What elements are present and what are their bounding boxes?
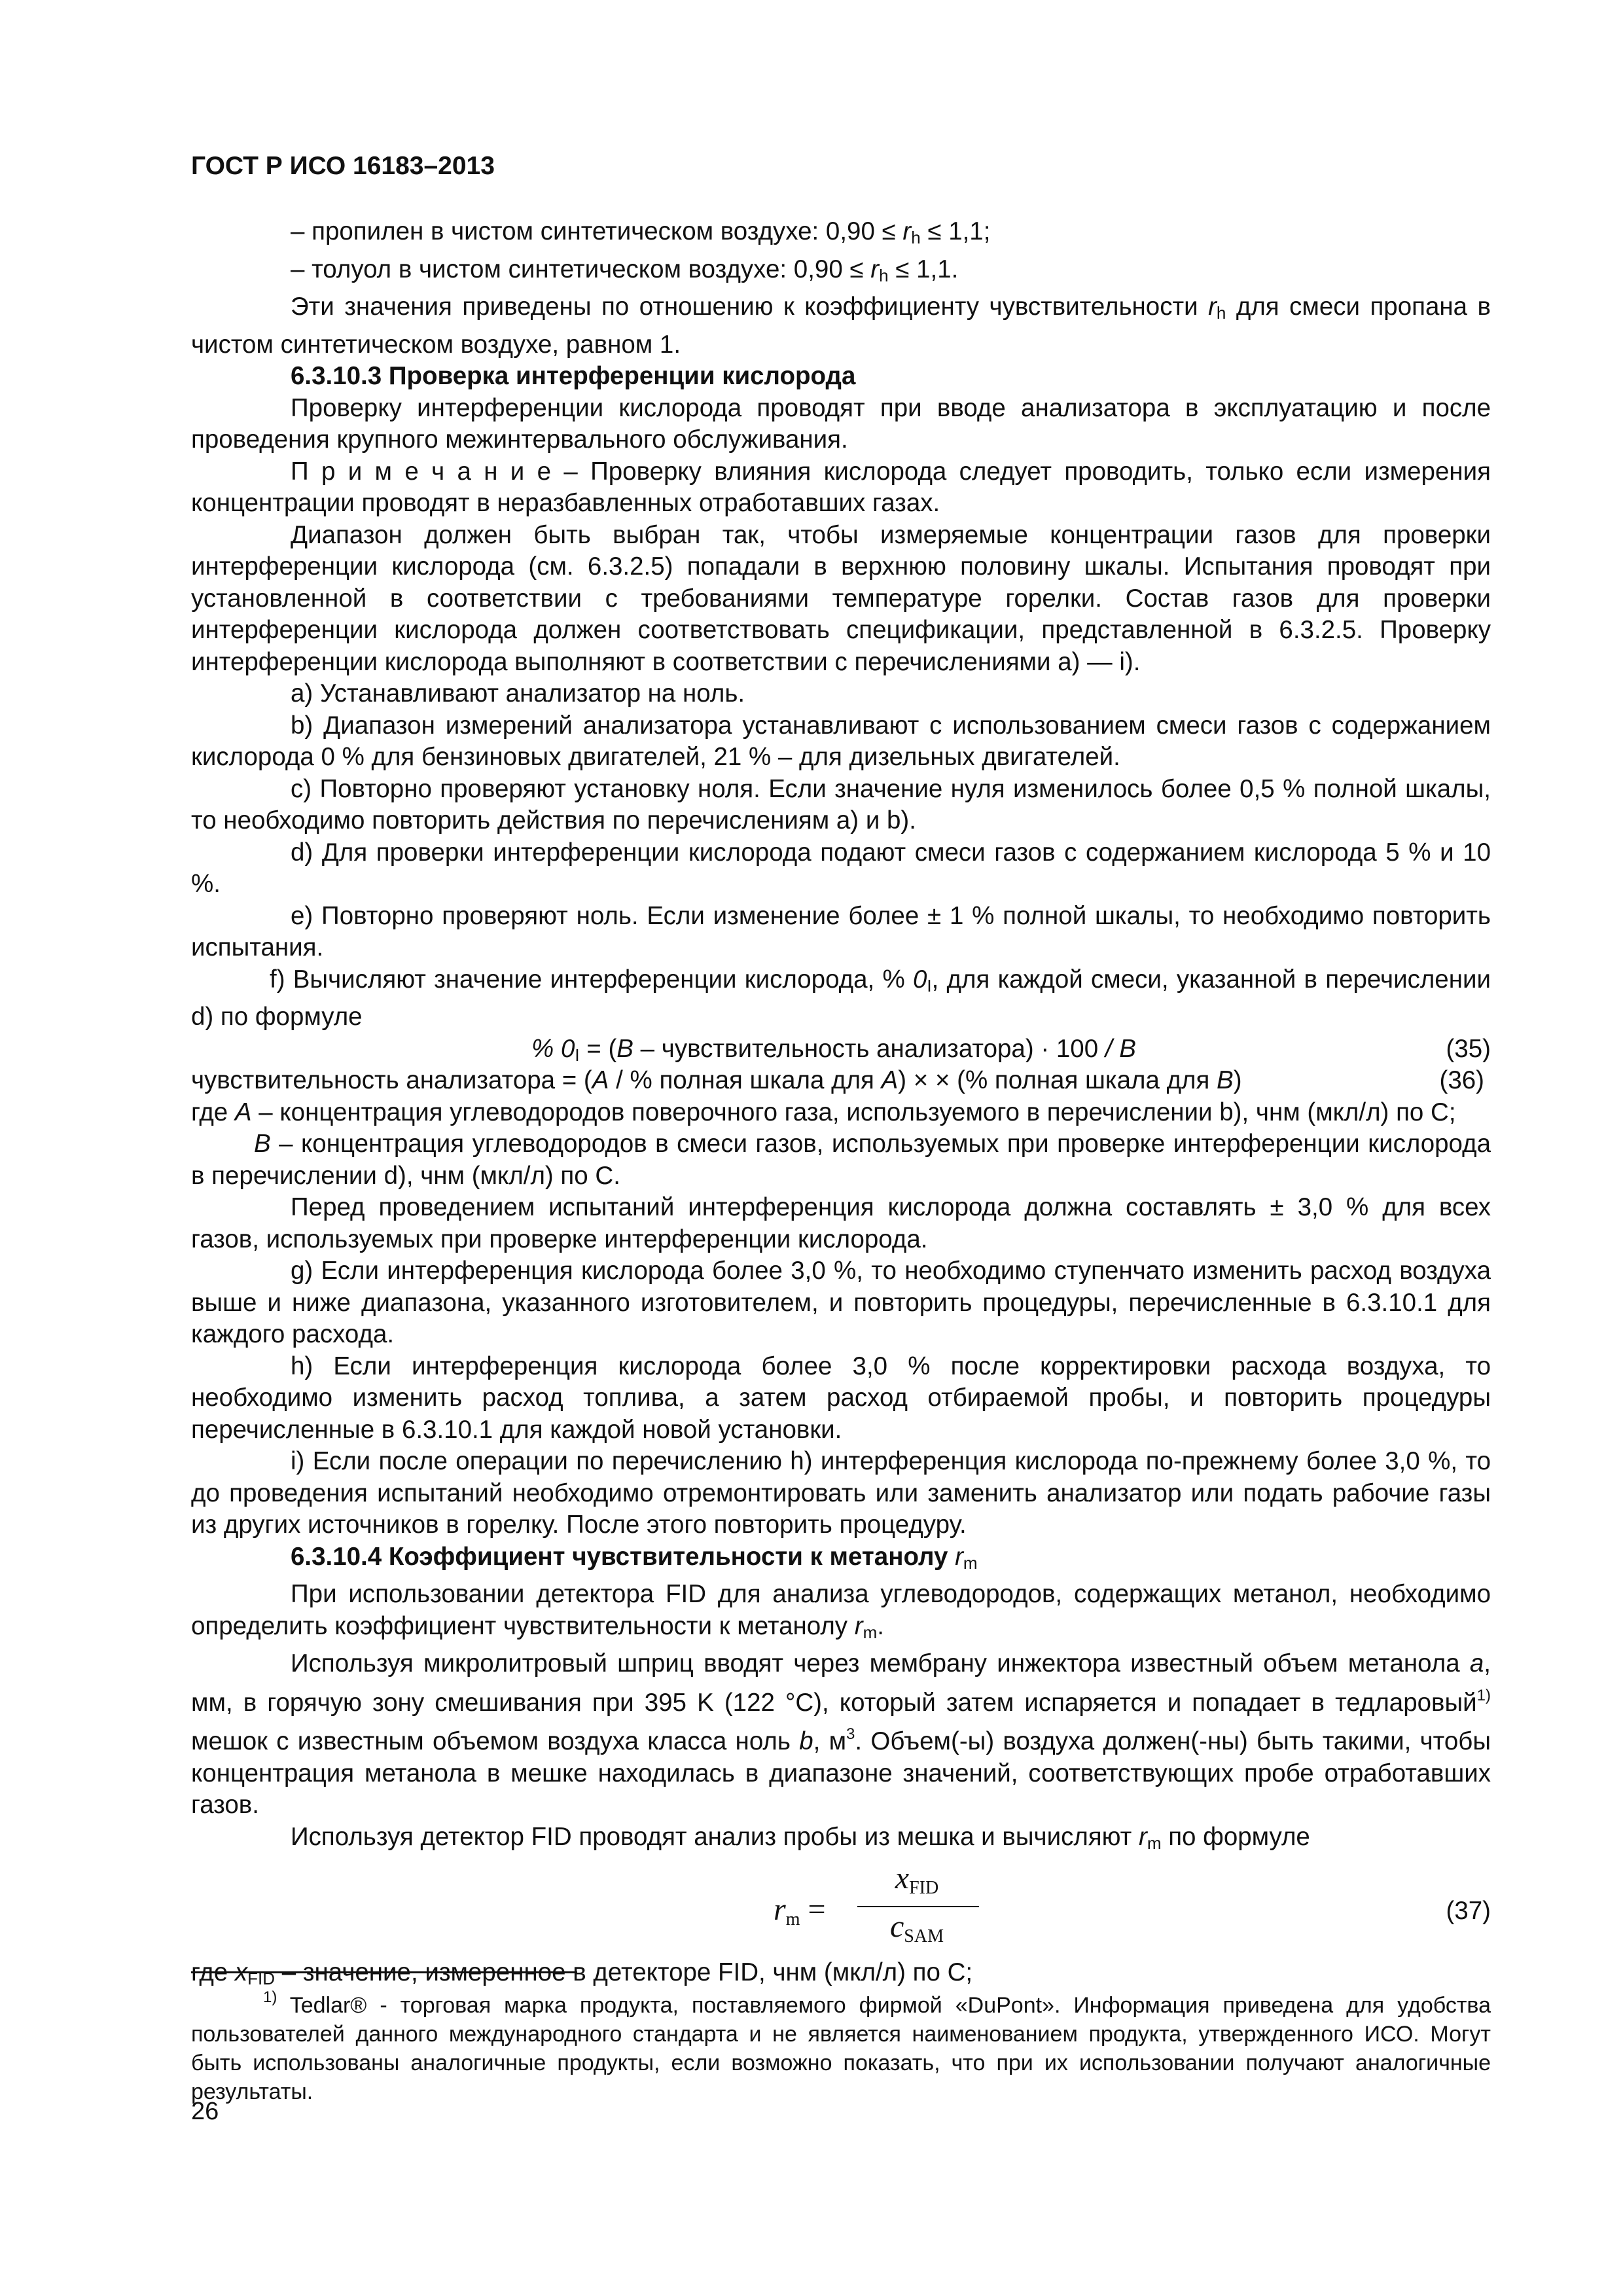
subscript-m: m: [863, 1622, 878, 1642]
text-run: для смеси пропана в чистом синтетическом воздухе, равном 1.: [191, 293, 1491, 359]
subscript-h: h: [879, 265, 889, 285]
symbol-r: r: [870, 255, 880, 283]
text-run: – пропилен в чистом синтетическом воздухе: 0,90 ≤: [291, 217, 903, 245]
note-label: П р и м е ч а н и е: [291, 457, 552, 486]
symbol-r: r: [902, 217, 912, 245]
text-run: – чувствительность анализатора) · 100: [633, 1034, 1105, 1063]
text-run: , для каждой смеси, указанной в перечислении d) по формуле: [191, 965, 1491, 1031]
subscript-sam: SAM: [904, 1926, 944, 1946]
text-run: где: [191, 1098, 235, 1126]
symbol-a: a: [1469, 1649, 1484, 1677]
document-header: ГОСТ Р ИСО 16183–2013: [191, 152, 495, 180]
text-run: Tedlar® - торговая марка продукта, поставляемого фирмой «DuPont». Информация приведена для удобства пользователей данного международного стандарта и не является наименованием продукта, утвержденного ИСО. Могут быть использованы аналогичные продукты, если возможно показать, что при их использовании получают аналогичные результаты.: [191, 1993, 1491, 2104]
footnote: [191, 1983, 1491, 2106]
definition-b: [191, 1128, 1491, 1192]
symbol-x: x: [234, 1958, 248, 1986]
paragraph: [191, 1821, 1491, 1859]
text-run: по формуле: [1161, 1822, 1310, 1851]
list-item-i: i) Если после операции по перечислению h) интерференция кислорода по-прежнему более 3,0 %, то до проведения испытаний необходимо отремонтировать или заменить анализатор или подать рабочие газы из других источников в горелку. После этого повторить процедуру.: [191, 1447, 1491, 1539]
list-item-a: а) Устанавливают анализатор на ноль.: [291, 679, 745, 708]
symbol-b: b: [799, 1727, 813, 1755]
list-item-propylene: [191, 216, 1491, 254]
symbol-r: r: [955, 1542, 963, 1571]
text-run: Используя детектор FID проводят анализ пробы из мешка и вычисляют: [291, 1822, 1139, 1851]
text-run: – толуол в чистом синтетическом воздухе: 0,90 ≤: [291, 255, 871, 283]
symbol-c: c: [889, 1909, 904, 1944]
list-item-e: e) Повторно проверяют ноль. Если изменение более ± 1 % полной шкалы, то необходимо повторить испытания.: [191, 901, 1491, 961]
text-run: ≤ 1,1;: [920, 217, 991, 245]
symbol-r: r: [774, 1892, 786, 1927]
subscript-h: h: [1216, 303, 1226, 323]
equals-sign: =: [800, 1892, 826, 1927]
symbol-r: r: [854, 1611, 863, 1640]
text-run: = (: [579, 1034, 617, 1063]
text-run: ): [1233, 1066, 1242, 1094]
text-run: Используя микролитровый шприц вводят через мембрану инжектора известный объем метанола: [291, 1649, 1470, 1677]
list-item-h: h) Если интерференция кислорода более 3,0 % после корректировки расхода воздуха, то необходимо изменить расход топлива, а затем расход отбираемой пробы, и повторить процедуры перечисленные в 6.3.10.1 для каждой новой установки.: [191, 1352, 1491, 1444]
list-item-f: [191, 964, 1491, 1033]
text-run: ) × × (% полная шкала для: [898, 1066, 1217, 1094]
subscript-i: I: [575, 1045, 580, 1065]
fraction-numerator: [852, 1863, 982, 1905]
definition-a: [191, 1097, 1491, 1129]
list-item-c: c) Повторно проверяют установку ноля. Если значение нуля изменилось более 0,5 % полной шкалы, то необходимо повторить действия по перечислениям а) и b).: [191, 774, 1491, 834]
subscript-fid: FID: [909, 1878, 939, 1898]
subscript-m: m: [963, 1552, 978, 1573]
equation-36-body: [191, 1065, 1242, 1097]
text-run: . Объем(-ы) воздуха должен(-ны) быть такими, чтобы концентрация метанола в мешке находилась в диапазоне значений, соответствующих пробе отработавших газов.: [191, 1727, 1491, 1819]
equation-number-35: (35): [1446, 1034, 1491, 1063]
equation-37: [191, 1859, 1491, 1957]
equation-35: [191, 1033, 1491, 1066]
page-number: 26: [191, 2098, 219, 2125]
subscript-h: h: [911, 228, 921, 247]
symbol-a: A: [592, 1066, 609, 1094]
footnote-marker: 1): [263, 1988, 277, 2006]
text-run: , м: [813, 1727, 847, 1755]
text-run: – значение, измеренное в детекторе FID, чнм (мкл/л) по С;: [275, 1958, 973, 1986]
symbol-o: 0: [912, 965, 927, 994]
symbol-a: A: [234, 1098, 252, 1126]
document-body: [191, 216, 1491, 1995]
footnote-separator: [191, 1971, 577, 1973]
paragraph: [191, 1648, 1491, 1821]
equation-number-37: (37): [1446, 1897, 1491, 1925]
symbol-b: B: [1217, 1066, 1234, 1094]
text-run: , мм, в горячую зону смешивания при 395 K (122 °C), который затем испаряется и попадает в тедларовый: [191, 1649, 1491, 1717]
symbol-x: x: [895, 1861, 910, 1895]
section-heading-6-3-10-4: [191, 1541, 1491, 1579]
equation-37-lhs: [774, 1894, 826, 1936]
footnote-ref: 1): [1476, 1686, 1491, 1704]
paragraph: Проверку интерференции кислорода проводят при вводе анализатора в эксплуатацию и после проведения крупного межинтервального обслуживания.: [191, 393, 1491, 454]
subscript-i: I: [927, 975, 932, 996]
text-run: – концентрация углеводородов в смеси газов, используемых при проверке интерференции кислорода в перечислении d), чнм (мкл/л) по С.: [191, 1130, 1491, 1190]
fraction-bar: [857, 1906, 979, 1907]
list-item-d: d) Для проверки интерференции кислорода подают смеси газов с содержанием кислорода 5 % и 10 %.: [191, 838, 1491, 898]
symbol-a: A: [881, 1066, 899, 1094]
section-heading-6-3-10-3: 6.3.10.3 Проверка интерференции кислорода: [291, 362, 856, 390]
symbol-r: r: [1208, 293, 1217, 321]
text-run: мешок с известным объемом воздуха класса ноль: [191, 1727, 800, 1755]
list-item-toluene: [191, 254, 1491, 292]
text-run: где: [191, 1958, 235, 1986]
note-text: – Проверку влияния кислорода следует проводить, только если измерения концентрации проводят в неразбавленных отработавших газах.: [191, 457, 1491, 517]
subscript-fid: FID: [247, 1969, 276, 1988]
superscript-3: 3: [846, 1725, 855, 1743]
text-run: %: [531, 1034, 561, 1063]
fraction-denominator: [852, 1911, 982, 1953]
paragraph: [191, 1579, 1491, 1648]
text-run: – концентрация углеводородов поверочного газа, используемого в перечислении b), чнм (мкл/л) по С;: [251, 1098, 1456, 1126]
list-item-g: g) Если интерференция кислорода более 3,0 %, то необходимо ступенчато изменить расход воздуха выше и ниже диапазона, указанного изготовителем, и повторить процедуры, перечисленные в 6.3.10.1 для каждого расхода.: [191, 1257, 1491, 1348]
text-run: 6.3.10.4 Коэффициент чувствительности к метанолу: [291, 1542, 955, 1571]
subscript-m: m: [785, 1909, 800, 1929]
text-run: / % полная шкала для: [609, 1066, 882, 1094]
text-run: / B: [1105, 1034, 1136, 1063]
equation-number-36: (36): [1439, 1066, 1484, 1094]
footnote-text: [191, 1983, 1491, 2106]
text-run: .: [877, 1611, 884, 1640]
subscript-m: m: [1147, 1833, 1162, 1853]
list-item-b: b) Диапазон измерений анализатора устанавливают с использованием смеси газов с содержанием кислорода 0 % для бензиновых двигателей, 21 % – для дизельных двигателей.: [191, 711, 1491, 771]
symbol-o: 0: [560, 1034, 575, 1063]
text-run: При использовании детектора FID для анализа углеводородов, содержащих метанол, необходимо определить коэффициент чувствительности к метанолу: [191, 1580, 1491, 1640]
equation-36: [191, 1065, 1491, 1097]
text-run: f) Вычисляют значение интерференции кислорода, %: [270, 965, 913, 994]
text-run: ≤ 1,1.: [888, 255, 959, 283]
note-paragraph: [191, 456, 1491, 520]
symbol-b: B: [254, 1130, 271, 1158]
paragraph: Диапазон должен быть выбран так, чтобы измеряемые концентрации газов для проверки интерференции кислорода (см. 6.3.2.5) попадали в верхнюю половину шкалы. Испытания проводят при установленной в соответствии с требованиями температуре горелки. Состав газов для проверки интерференции кислорода должен соответствовать спецификации, представленной в 6.3.2.5. Проверку интерференции кислорода выполняют в соответствии с перечислениями а) — i).: [191, 520, 1491, 676]
paragraph: Перед проведением испытаний интерференция кислорода должна составлять ± 3,0 % для всех газов, используемых при проверке интерференции кислорода.: [191, 1193, 1491, 1253]
symbol-b: B: [616, 1034, 633, 1063]
symbol-r: r: [1139, 1822, 1147, 1851]
text-run: чувствительность анализатора = (: [191, 1066, 592, 1094]
paragraph-values-note: [191, 291, 1491, 361]
text-run: Эти значения приведены по отношению к коэффициенту чувствительности: [291, 293, 1209, 321]
